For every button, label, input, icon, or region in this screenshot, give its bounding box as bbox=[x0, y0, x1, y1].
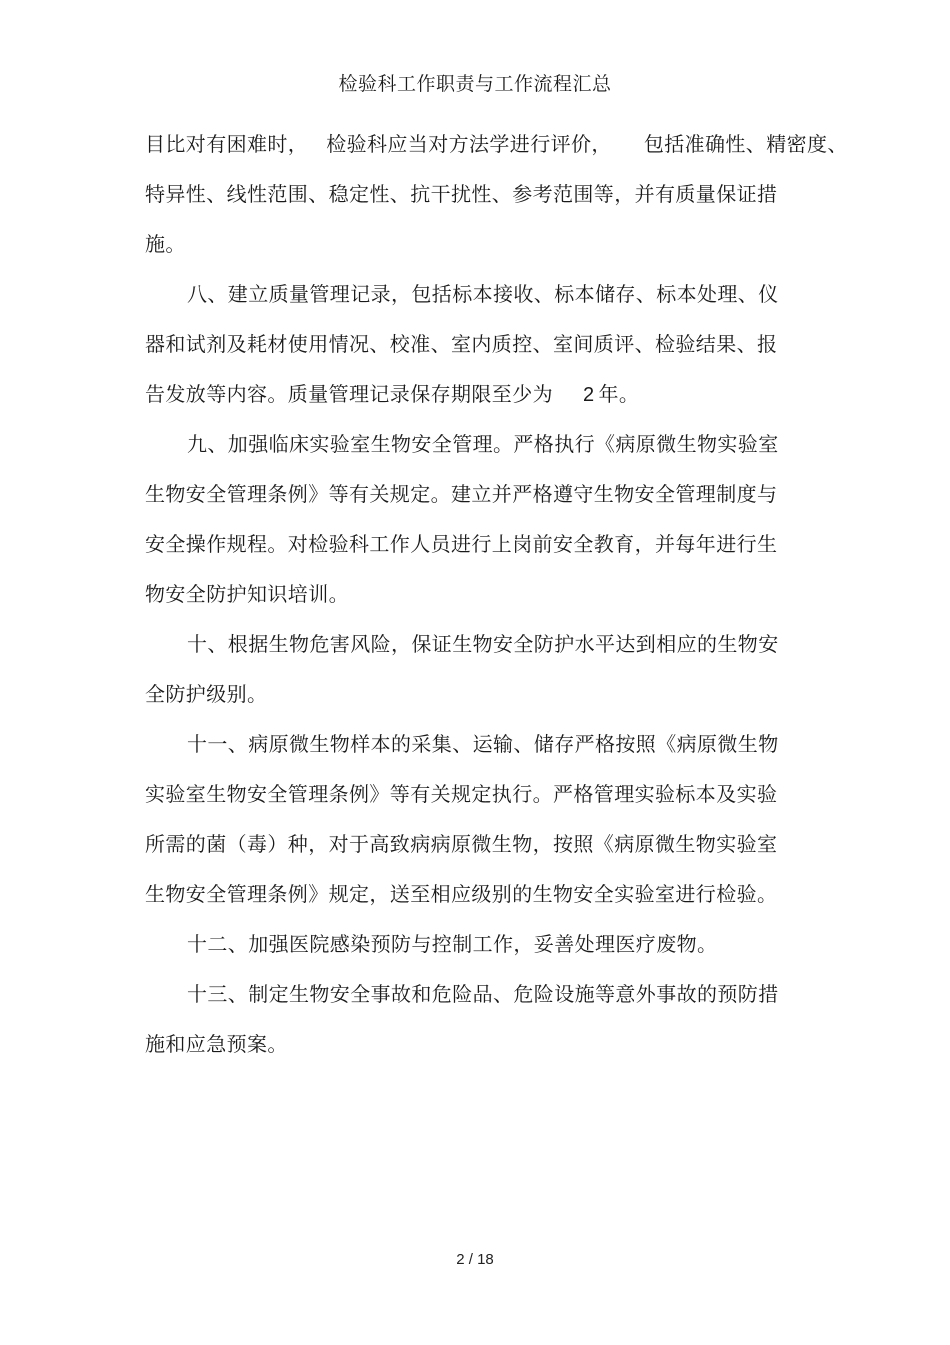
paragraph-13-line-2: 施和应急预案。 bbox=[145, 1032, 288, 1056]
document-body bbox=[145, 126, 848, 1076]
text-segment: 包括准确性、精密度、 bbox=[643, 132, 848, 156]
paragraph-11-line-1: 十一、病原微生物样本的采集、运输、储存严格按照《病原微生物 bbox=[187, 732, 779, 756]
paragraph-7-line-2: 特异性、线性范围、稳定性、抗干扰性、参考范围等，并有质量保证措 bbox=[145, 182, 778, 206]
text-segment: 目比对有困难时， bbox=[145, 132, 309, 156]
paragraph-9-line-3: 安全操作规程。对检验科工作人员进行上岗前安全教育，并每年进行生 bbox=[145, 532, 778, 556]
paragraph-11-line-2: 实验室生物安全管理条例》等有关规定执行。严格管理实验标本及实验 bbox=[145, 782, 778, 806]
paragraph-12-line-1: 十二、加强医院感染预防与控制工作，妥善处理医疗废物。 bbox=[187, 932, 718, 956]
paragraph-8-line-1: 八、建立质量管理记录，包括标本接收、标本储存、标本处理、仪 bbox=[187, 282, 779, 306]
paragraph-7-line-3: 施。 bbox=[145, 232, 186, 256]
page-title: 检验科工作职责与工作流程汇总 bbox=[338, 73, 612, 95]
paragraph-11-line-4: 生物安全管理条例》规定，送至相应级别的生物安全实验室进行检验。 bbox=[145, 882, 778, 906]
paragraph-8-line-2: 器和试剂及耗材使用情况、校准、室内质控、室间质评、检验结果、报 bbox=[145, 332, 778, 356]
paragraph-8-line-3 bbox=[145, 376, 845, 426]
text-segment: 年。 bbox=[598, 382, 640, 406]
paragraph-9-line-4: 物安全防护知识培训。 bbox=[145, 582, 349, 606]
paragraph-9-line-2: 生物安全管理条例》等有关规定。建立并严格遵守生物安全管理制度与 bbox=[145, 482, 778, 506]
text-segment: 检验科应当对方法学进行评价， bbox=[326, 132, 612, 156]
retention-years-number: 2 bbox=[583, 384, 595, 406]
paragraph-13-line-1: 十三、制定生物安全事故和危险品、危险设施等意外事故的预防措 bbox=[187, 982, 779, 1006]
paragraph-11-line-3: 所需的菌（毒）种，对于高致病病原微生物，按照《病原微生物实验室 bbox=[145, 832, 778, 856]
page-number: 2 / 18 bbox=[456, 1251, 494, 1268]
text-segment: 告发放等内容。质量管理记录保存期限至少为 bbox=[145, 382, 553, 406]
paragraph-7-line-1 bbox=[145, 126, 848, 176]
paragraph-9-line-1: 九、加强临床实验室生物安全管理。严格执行《病原微生物实验室 bbox=[187, 432, 779, 456]
paragraph-10-line-2: 全防护级别。 bbox=[145, 682, 268, 706]
paragraph-10-line-1: 十、根据生物危害风险，保证生物安全防护水平达到相应的生物安 bbox=[187, 632, 779, 656]
